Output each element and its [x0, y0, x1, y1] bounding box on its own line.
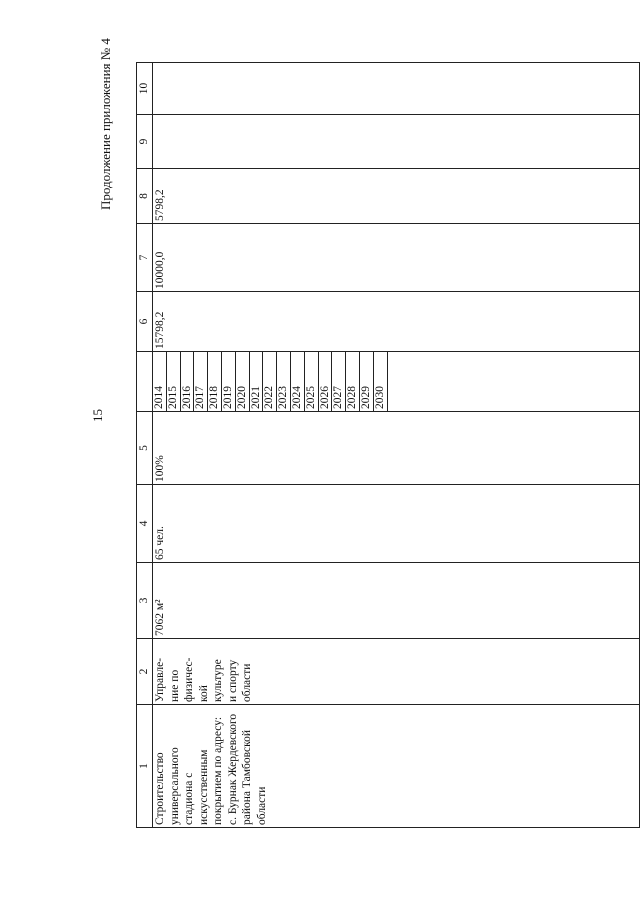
header-col-5: 5	[137, 412, 153, 485]
year-item: 2021	[250, 352, 264, 411]
local-cell	[153, 115, 640, 169]
header-col-4: 4	[137, 485, 153, 563]
year-item: 2022	[263, 352, 277, 411]
header-number-row	[137, 63, 153, 828]
page-caption: Продолжение приложения № 4	[98, 38, 113, 210]
readiness-cell: 100%	[153, 412, 640, 485]
total-cell: 15798,2	[153, 292, 640, 352]
header-col-10: 10	[137, 63, 153, 115]
other-cell	[153, 63, 640, 115]
header-col-2: 2	[137, 639, 153, 705]
header-col-7: 7	[137, 224, 153, 292]
header-col-1: 1	[137, 705, 153, 828]
year-item: 2014	[153, 352, 167, 411]
program-table	[136, 62, 640, 828]
header-col-3: 3	[137, 563, 153, 639]
year-item: 2019	[222, 352, 236, 411]
object-name-cell: Строительство универсального стадиона с искусственным покрытием по адресу: с. Бурнак Жердевского района Тамбовской области	[153, 705, 640, 828]
federal-cell: 10000,0	[153, 224, 640, 292]
table-row	[153, 63, 640, 828]
year-item: 2028	[346, 352, 360, 411]
year-item: 2015	[167, 352, 181, 411]
year-item: 2025	[305, 352, 319, 411]
header-col-6: 6	[137, 292, 153, 352]
year-item: 2024	[291, 352, 305, 411]
year-item: 2018	[208, 352, 222, 411]
area-cell: 7062 м²	[153, 563, 640, 639]
years-list	[153, 352, 388, 411]
year-item: 2017	[194, 352, 208, 411]
year-item: 2026	[319, 352, 333, 411]
year-item: 2020	[236, 352, 250, 411]
year-item: 2029	[360, 352, 374, 411]
year-item: 2027	[332, 352, 346, 411]
year-item: 2030	[374, 352, 388, 411]
year-item: 2016	[181, 352, 195, 411]
page-number: 15	[90, 409, 105, 422]
regional-cell: 5798,2	[153, 169, 640, 224]
year-item: 2023	[277, 352, 291, 411]
capacity-cell: 65 чел.	[153, 485, 640, 563]
header-col-9: 9	[137, 115, 153, 169]
header-col-8: 8	[137, 169, 153, 224]
header-col-years	[137, 352, 153, 412]
years-cell	[153, 352, 640, 412]
responsible-cell: Управле- ние по физичес- кой культуре и спорту области	[153, 639, 640, 705]
